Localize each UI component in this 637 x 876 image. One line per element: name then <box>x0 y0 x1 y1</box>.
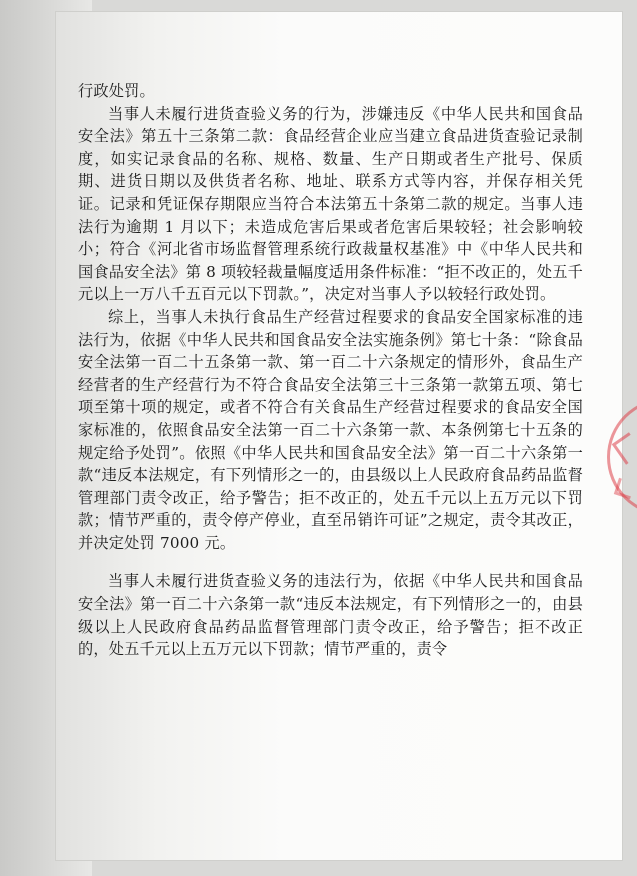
red-seal-fragment <box>599 398 637 516</box>
paragraph-1: 行政处罚。 <box>78 82 155 100</box>
paragraph-2: 当事人未履行进货查验义务的行为，涉嫌违反《中华人民共和国食品安全法》第五十三条第二款：食品经营企业应当建立食品进货查验记录制度，如实记录食品的名称、规格、数量、生产日期或者生产批号、保质期、进货日期以及供货者名称、地址、联系方式等内容，并保存相关凭证。记录和凭证保存期限应当符合本法第五十条第二款的规定。当事人违法行为逾期 1 月以下；未造成危害后果或者危害后果较轻；社会影响较小；符合《河北省市场监督管理系统行政裁量权基准》中《中华人民共和国食品安全法》第 8 项较轻裁量幅度适用条件标准：“拒不改正的，处五千元以上一万八千五百元以下罚款。”，决定对当事人予以较轻行政处罚。 <box>78 104 583 304</box>
paragraph-3: 综上，当事人未执行食品生产经营过程要求的食品安全国家标准的违法行为，依据《中华人民共和国食品安全法实施条例》第七十条：“除食品安全法第一百二十五条第一款、第一百二十六条规定的情形外，食品生产经营者的生产经营行为不符合食品安全法第三十三条第一款第五项、第七项至第十项的规定，或者不符合有关食品生产经营过程要求的食品安全国家标准的，依照食品安全法第一百二十六条第一款、本条例第七十五条的规定给予处罚”。依照《中华人民共和国食品安全法》第一百二十六条第一款“违反本法规定，有下列情形之一的，由县级以上人民政府食品药品监督管理部门责令改正，给予警告；拒不改正的，处五千元以上五万元以下罚款；情节严重的，责令停产停业，直至吊销许可证”之规定，责令其改正，并决定处罚 7000 元。 <box>78 307 583 552</box>
document-body <box>78 80 583 661</box>
paragraph-4: 当事人未履行进货查验义务的违法行为，依据《中华人民共和国食品安全法》第一百二十六条第一款“违反本法规定，有下列情形之一的，由县级以上人民政府食品药品监督管理部门责令改正，给予警告；拒不改正的，处五千元以上五万元以下罚款；情节严重的，责令 <box>78 572 583 659</box>
paragraph-gap <box>78 554 583 570</box>
